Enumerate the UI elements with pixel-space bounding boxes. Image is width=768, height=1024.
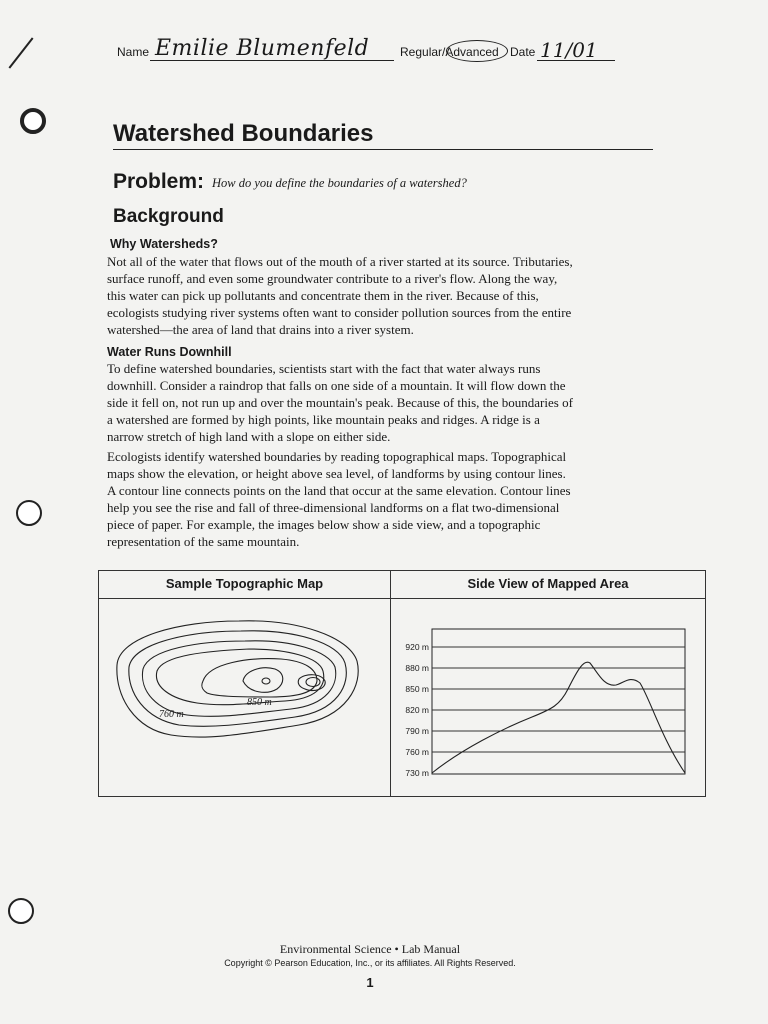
background-heading: Background xyxy=(113,206,224,227)
page-title: Watershed Boundaries xyxy=(113,120,374,147)
binder-hole-icon xyxy=(16,500,42,526)
binder-hole-icon xyxy=(8,898,34,924)
why-watersheds-text: Not all of the water that flows out of the mouth of a river started at its source. Tributaries, surface runoff, and even some groundwater contribute to a river's flow. Along the way, this water can pick up pollutants and concentrate them in the river. Because of this, ecologists studying river systems often want to consider pollution sources from the entire watershed—the area of land that drains into a river system. xyxy=(107,254,573,337)
contour-label-850: 850 m xyxy=(247,697,272,708)
problem-text: How do you define the boundaries of a watershed? xyxy=(212,176,467,190)
advanced-circle xyxy=(446,40,508,62)
title-rule xyxy=(113,149,653,150)
level-options: Regular/Advanced xyxy=(400,45,499,59)
name-label: Name xyxy=(117,45,150,59)
water-runs-downhill-heading: Water Runs Downhill xyxy=(107,345,232,359)
topographic-text: Ecologists identify watershed boundaries by reading topographical maps. Topographical maps show the elevation, or height above sea level, of landforms by using contour lines. A contour line connects points on the land that occur at the same elevation. Contour lines help you see the rise and fall of three-dimensional landforms on a flat two-dimensional piece of paper. For example, the images below show a side view, and a topographic representation of the same mountain. xyxy=(107,449,571,549)
side-view-chart xyxy=(392,599,704,795)
y-tick-label: 790 m xyxy=(405,726,429,736)
topo-map-title: Sample Topographic Map xyxy=(165,576,324,591)
mountain-profile-line xyxy=(432,662,685,773)
figure-box xyxy=(98,570,706,797)
page-number: 1 xyxy=(366,975,374,990)
date-label: Date xyxy=(510,45,536,59)
name-value: Emilie Blumenfeld xyxy=(155,36,370,61)
binder-hole-icon xyxy=(20,108,46,134)
y-tick-label: 820 m xyxy=(405,705,429,715)
check-mark xyxy=(9,37,34,68)
side-view-title: Side View of Mapped Area xyxy=(467,576,629,591)
why-watersheds-heading: Why Watersheds? xyxy=(110,237,218,251)
date-value: 11/01 xyxy=(540,38,598,62)
problem-heading: Problem: xyxy=(113,170,205,193)
y-tick-label: 760 m xyxy=(405,747,429,757)
y-tick-label: 850 m xyxy=(405,684,429,694)
y-tick-label: 730 m xyxy=(405,768,429,778)
footer-course: Environmental Science • Lab Manual xyxy=(279,942,461,956)
contour-label-760: 760 m xyxy=(159,709,184,720)
water-runs-downhill-text: To define watershed boundaries, scientists start with the fact that water always runs downhill. Consider a raindrop that falls on one side of a mountain. It will flow down the side it fell on, not run up and over the mountain's peak. Because of this, the boundaries of a watershed are formed by high points, like mountain peaks and ridges. A ridge is a narrow stretch of high land with a slope on either side. xyxy=(107,361,573,444)
footer-copyright: Copyright © Pearson Education, Inc., or its affiliates. All Rights Reserved. xyxy=(224,958,516,968)
y-tick-label: 920 m xyxy=(405,642,429,652)
y-tick-label: 880 m xyxy=(405,663,429,673)
topographic-map xyxy=(99,599,389,795)
